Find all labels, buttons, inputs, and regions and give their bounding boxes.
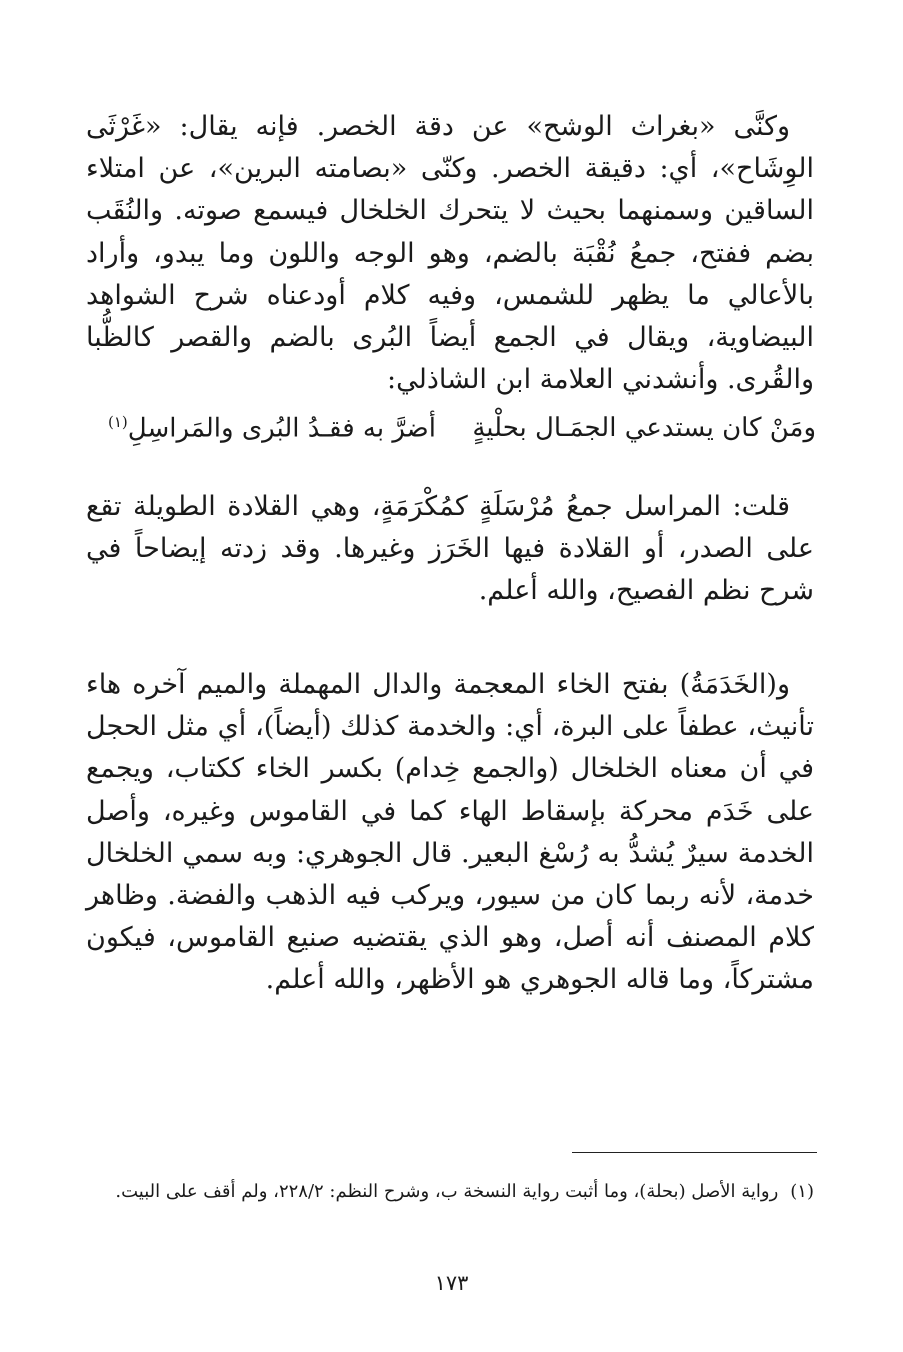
page-number: ١٧٣ xyxy=(434,1271,469,1295)
paragraph-1: وكنَّى «بغراث الوشح» عن دقة الخصر. فإنه يقال: «غَرْثَى الوِشَاح»، أي: دقيقة الخصر. وكنّى «بصامته البرين»، عن امتلاء الساقين وسمنهما بحيث لا يتحرك الخلخال فيسمع صوته. والنُقَب بضم ففتح، جمعُ نُقْبَة بالضم، وهو الوجه واللون وما يبدو، وأراد بالأعالي ما يظهر للشمس، وفيه كلام أودعناه شرح الشواهد البيضاوية، ويقال في الجمع أيضاً البُرى بالضم والقصر كالظُّبا والقُرى. وأنشدني العلامة ابن الشاذلي: xyxy=(86,111,814,396)
paragraph-2: قلت: المراسل جمعُ مُرْسَلَةٍ كمُكْرَمَةٍ، وهي القلادة الطويلة تقع على الصدر، أو القلادة فيها الخَرَز وغيرها. وقد زدته إيضاحاً في شرح نظم الفصيح، والله أعلم. xyxy=(86,491,814,607)
footnote-reference: (١) xyxy=(108,413,128,431)
footnote-text: رواية الأصل (بحلة)، وما أثبت رواية النسخة ب، وشرح النظم: ٢٢٨/٢، ولم أقف على البيت. xyxy=(115,1181,779,1202)
verse-first-hemistich-text: ومَنْ كان يستدعي الجمَـال بحلْيةٍ xyxy=(472,413,816,443)
verse-second-hemistich xyxy=(108,413,436,444)
footnote-divider xyxy=(572,1152,817,1153)
verse-first-hemistich xyxy=(472,413,816,443)
poetry-verse xyxy=(86,413,816,457)
footnote-number: (١) xyxy=(790,1181,814,1202)
footnote xyxy=(86,1176,814,1207)
paragraph-3: و(الخَدَمَةُ) بفتح الخاء المعجمة والدال المهملة والميم آخره هاء تأنيث، عطفاً على البرة، أي: والخدمة كذلك (أيضاً)، أي مثل الحجل في أن معناه الخلخال (والجمع خِدام) بكسر الخاء ككتاب، ويجمع على خَدَم محركة بإسقاط الهاء كما في القاموس وغيره، وأصل الخدمة سيرٌ يُشدُّ به رُسْغ البعير. قال الجوهري: وبه سمي الخلخال خدمة، لأنه ربما كان من سيور، ويركب فيه الذهب والفضة. وظاهر كلام المصنف أنه أصل، وهو الذي يقتضيه صنيع القاموس، فيكون مشتركاً، وما قاله الجوهري هو الأظهر، والله أعلم. xyxy=(86,669,814,996)
verse-second-hemistich-text: أضرَّ به فقـدُ البُرى والمَراسِلِ xyxy=(127,413,436,444)
